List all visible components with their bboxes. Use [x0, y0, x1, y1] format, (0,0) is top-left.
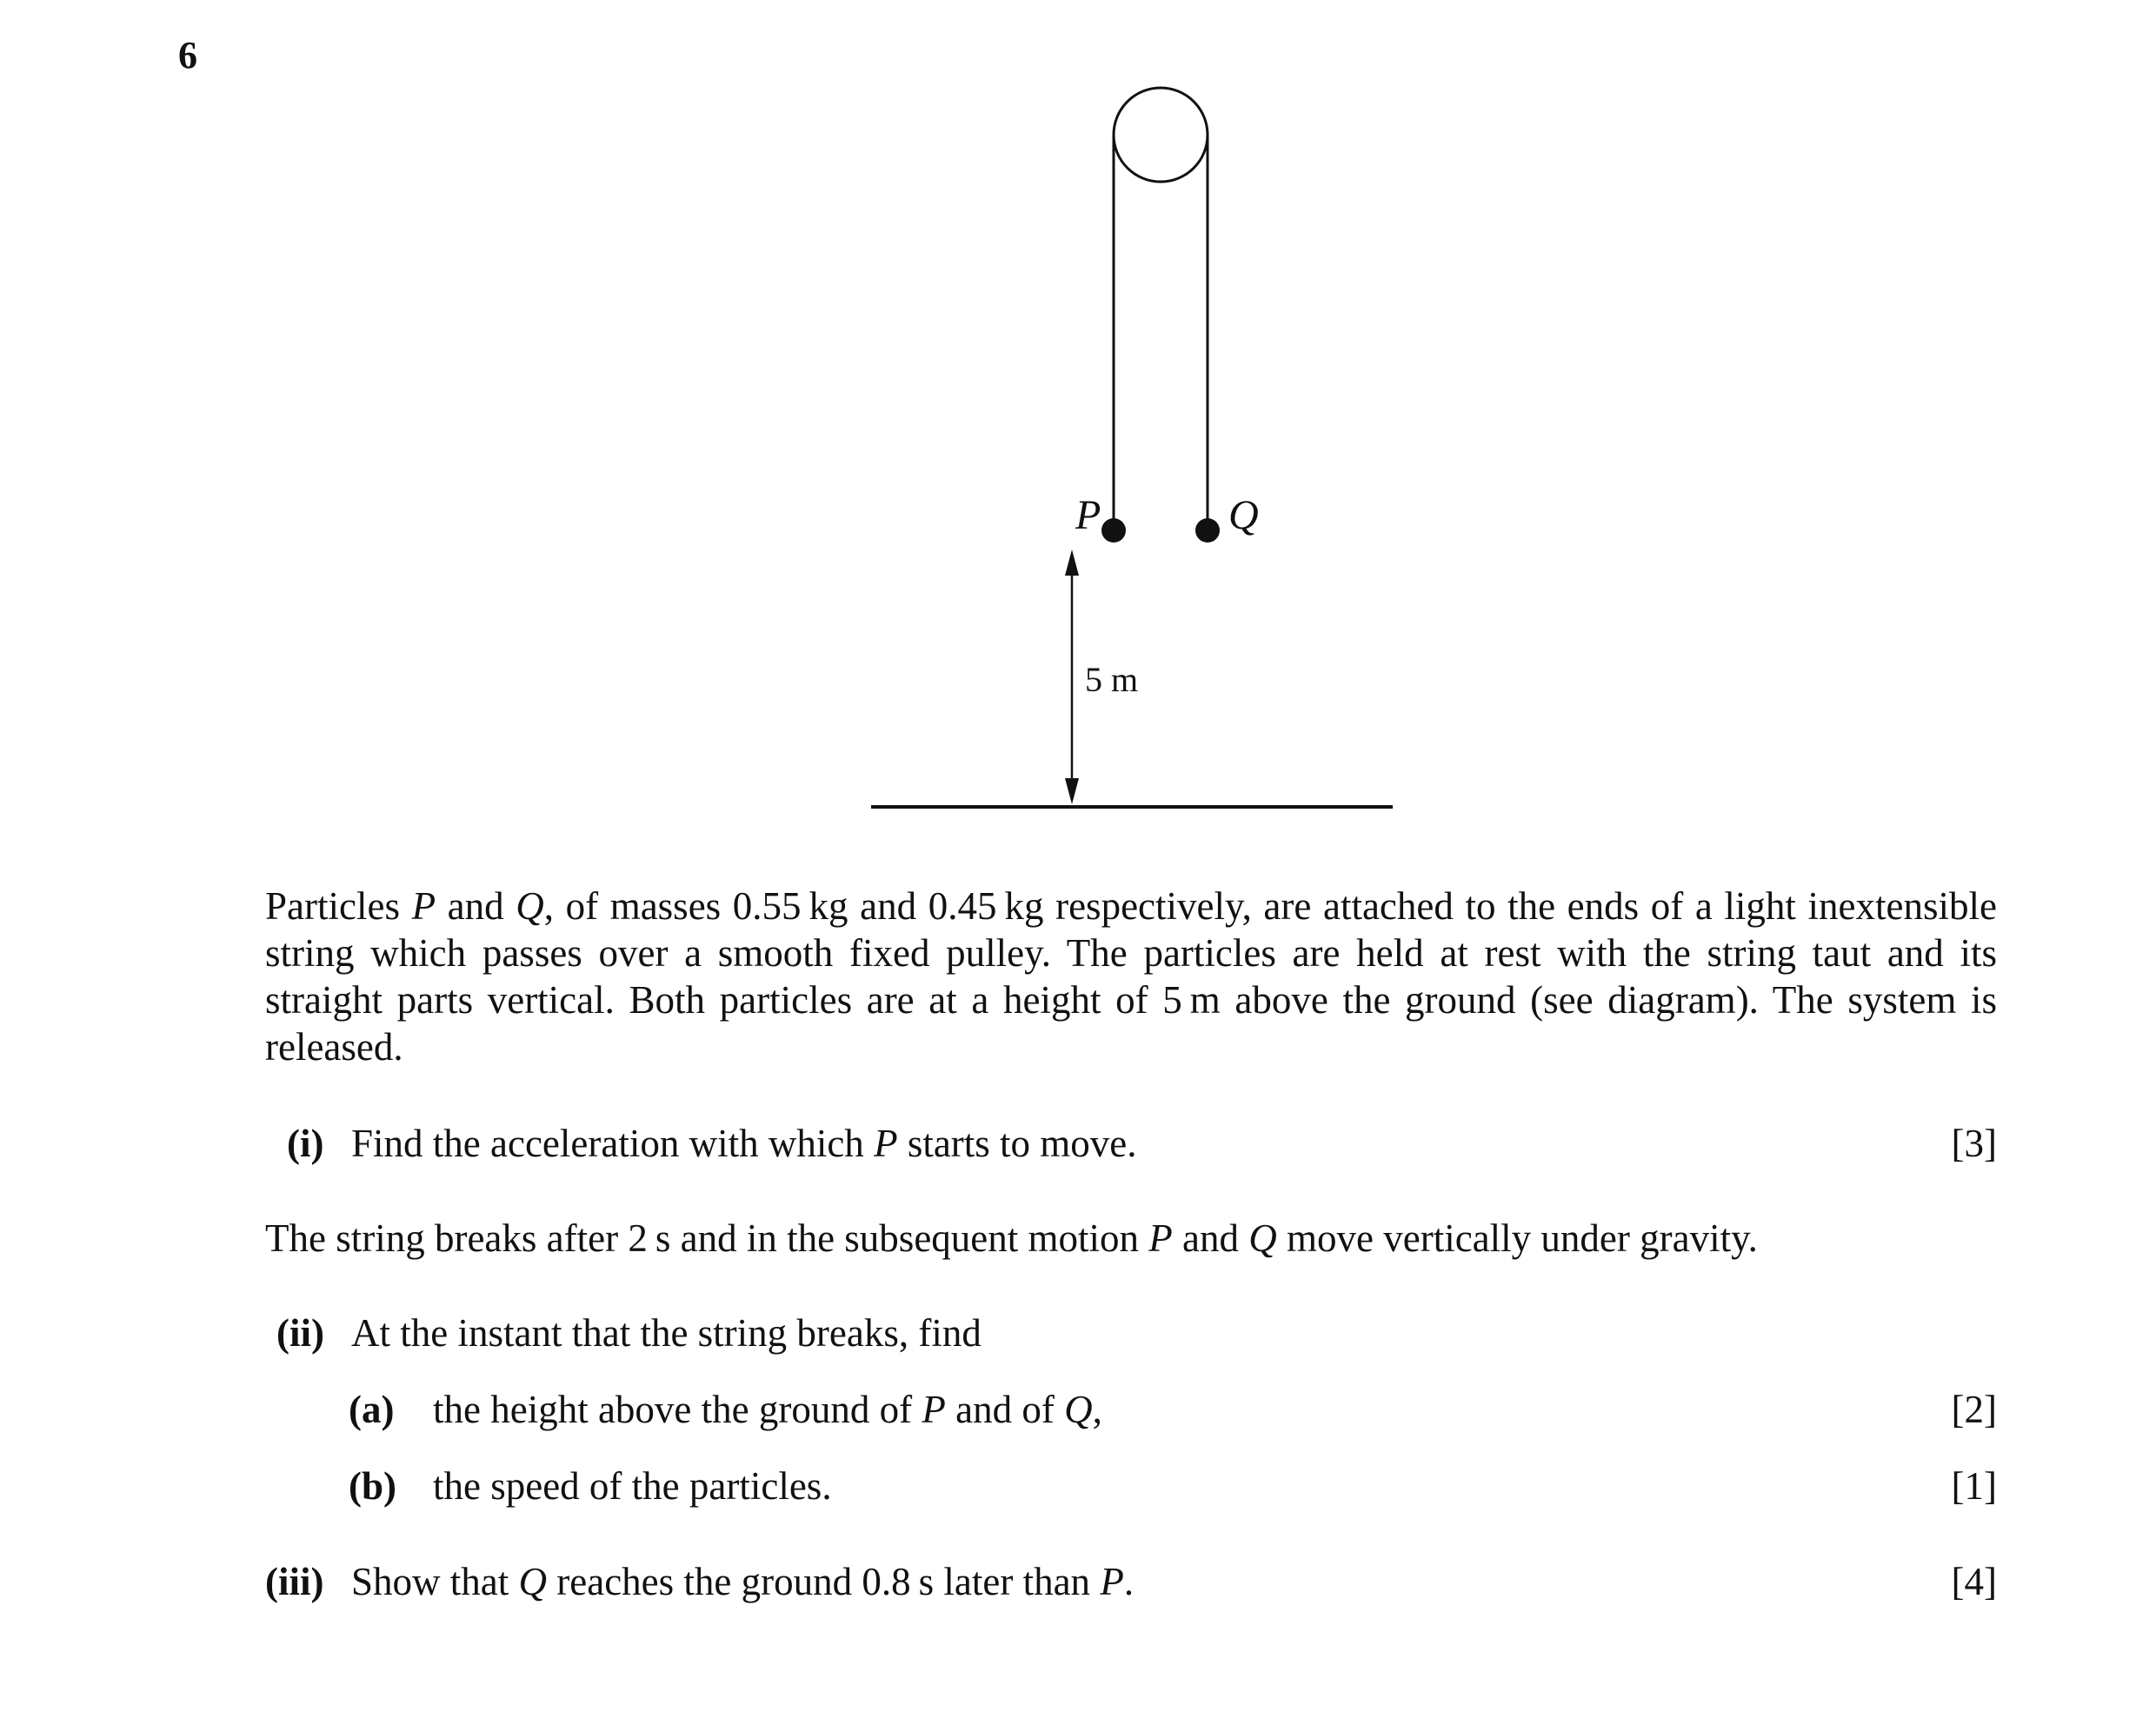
part-iii-label: (iii) — [265, 1560, 324, 1603]
part-ii-b-row: (b) the speed of the particles. — [349, 1464, 832, 1508]
part-iii-marks: [4] — [1951, 1560, 1997, 1603]
part-ii-a-marks: [2] — [1951, 1388, 1997, 1431]
part-i-label: (i) — [287, 1122, 324, 1165]
part-ii-a-label: (a) — [349, 1388, 395, 1431]
particle-p — [1101, 518, 1126, 543]
part-i-marks: [3] — [1951, 1122, 1997, 1165]
break-statement: The string breaks after 2 s and in the subsequent motion P and Q move vertically under gravity. — [265, 1216, 1758, 1260]
part-iii-row: (iii) Show that Q reaches the ground 0.8 s later than P. — [265, 1560, 1135, 1603]
part-ii-b-label: (b) — [349, 1464, 396, 1508]
label-q: Q — [1228, 492, 1259, 538]
pulley-wheel — [1114, 88, 1208, 182]
height-label: 5 m — [1085, 660, 1139, 699]
label-p: P — [1075, 492, 1101, 538]
question-number: 6 — [178, 34, 197, 77]
arrow-head-up — [1065, 550, 1079, 576]
particle-q — [1195, 518, 1220, 543]
arrow-head-down — [1065, 778, 1079, 804]
part-ii-b-marks: [1] — [1951, 1464, 1997, 1508]
part-ii-label: (ii) — [276, 1311, 324, 1355]
part-i-row: (i) Find the acceleration with which P starts to move. — [287, 1122, 1137, 1165]
intro-paragraph: Particles P and Q, of masses 0.55 kg and 0.45 kg respectively, are attached to the ends of a light inextensible string which passes over a smooth fixed pulley. The particles are held at rest with the string taut and its straight parts vertical. Both particles are at a height of 5 m above the ground (see diagram). The system is released. — [265, 884, 1997, 1069]
part-ii-row: (ii) At the instant that the string breaks, find — [276, 1311, 982, 1355]
part-ii-a-row: (a) the height above the ground of P and of Q, — [349, 1388, 1102, 1431]
